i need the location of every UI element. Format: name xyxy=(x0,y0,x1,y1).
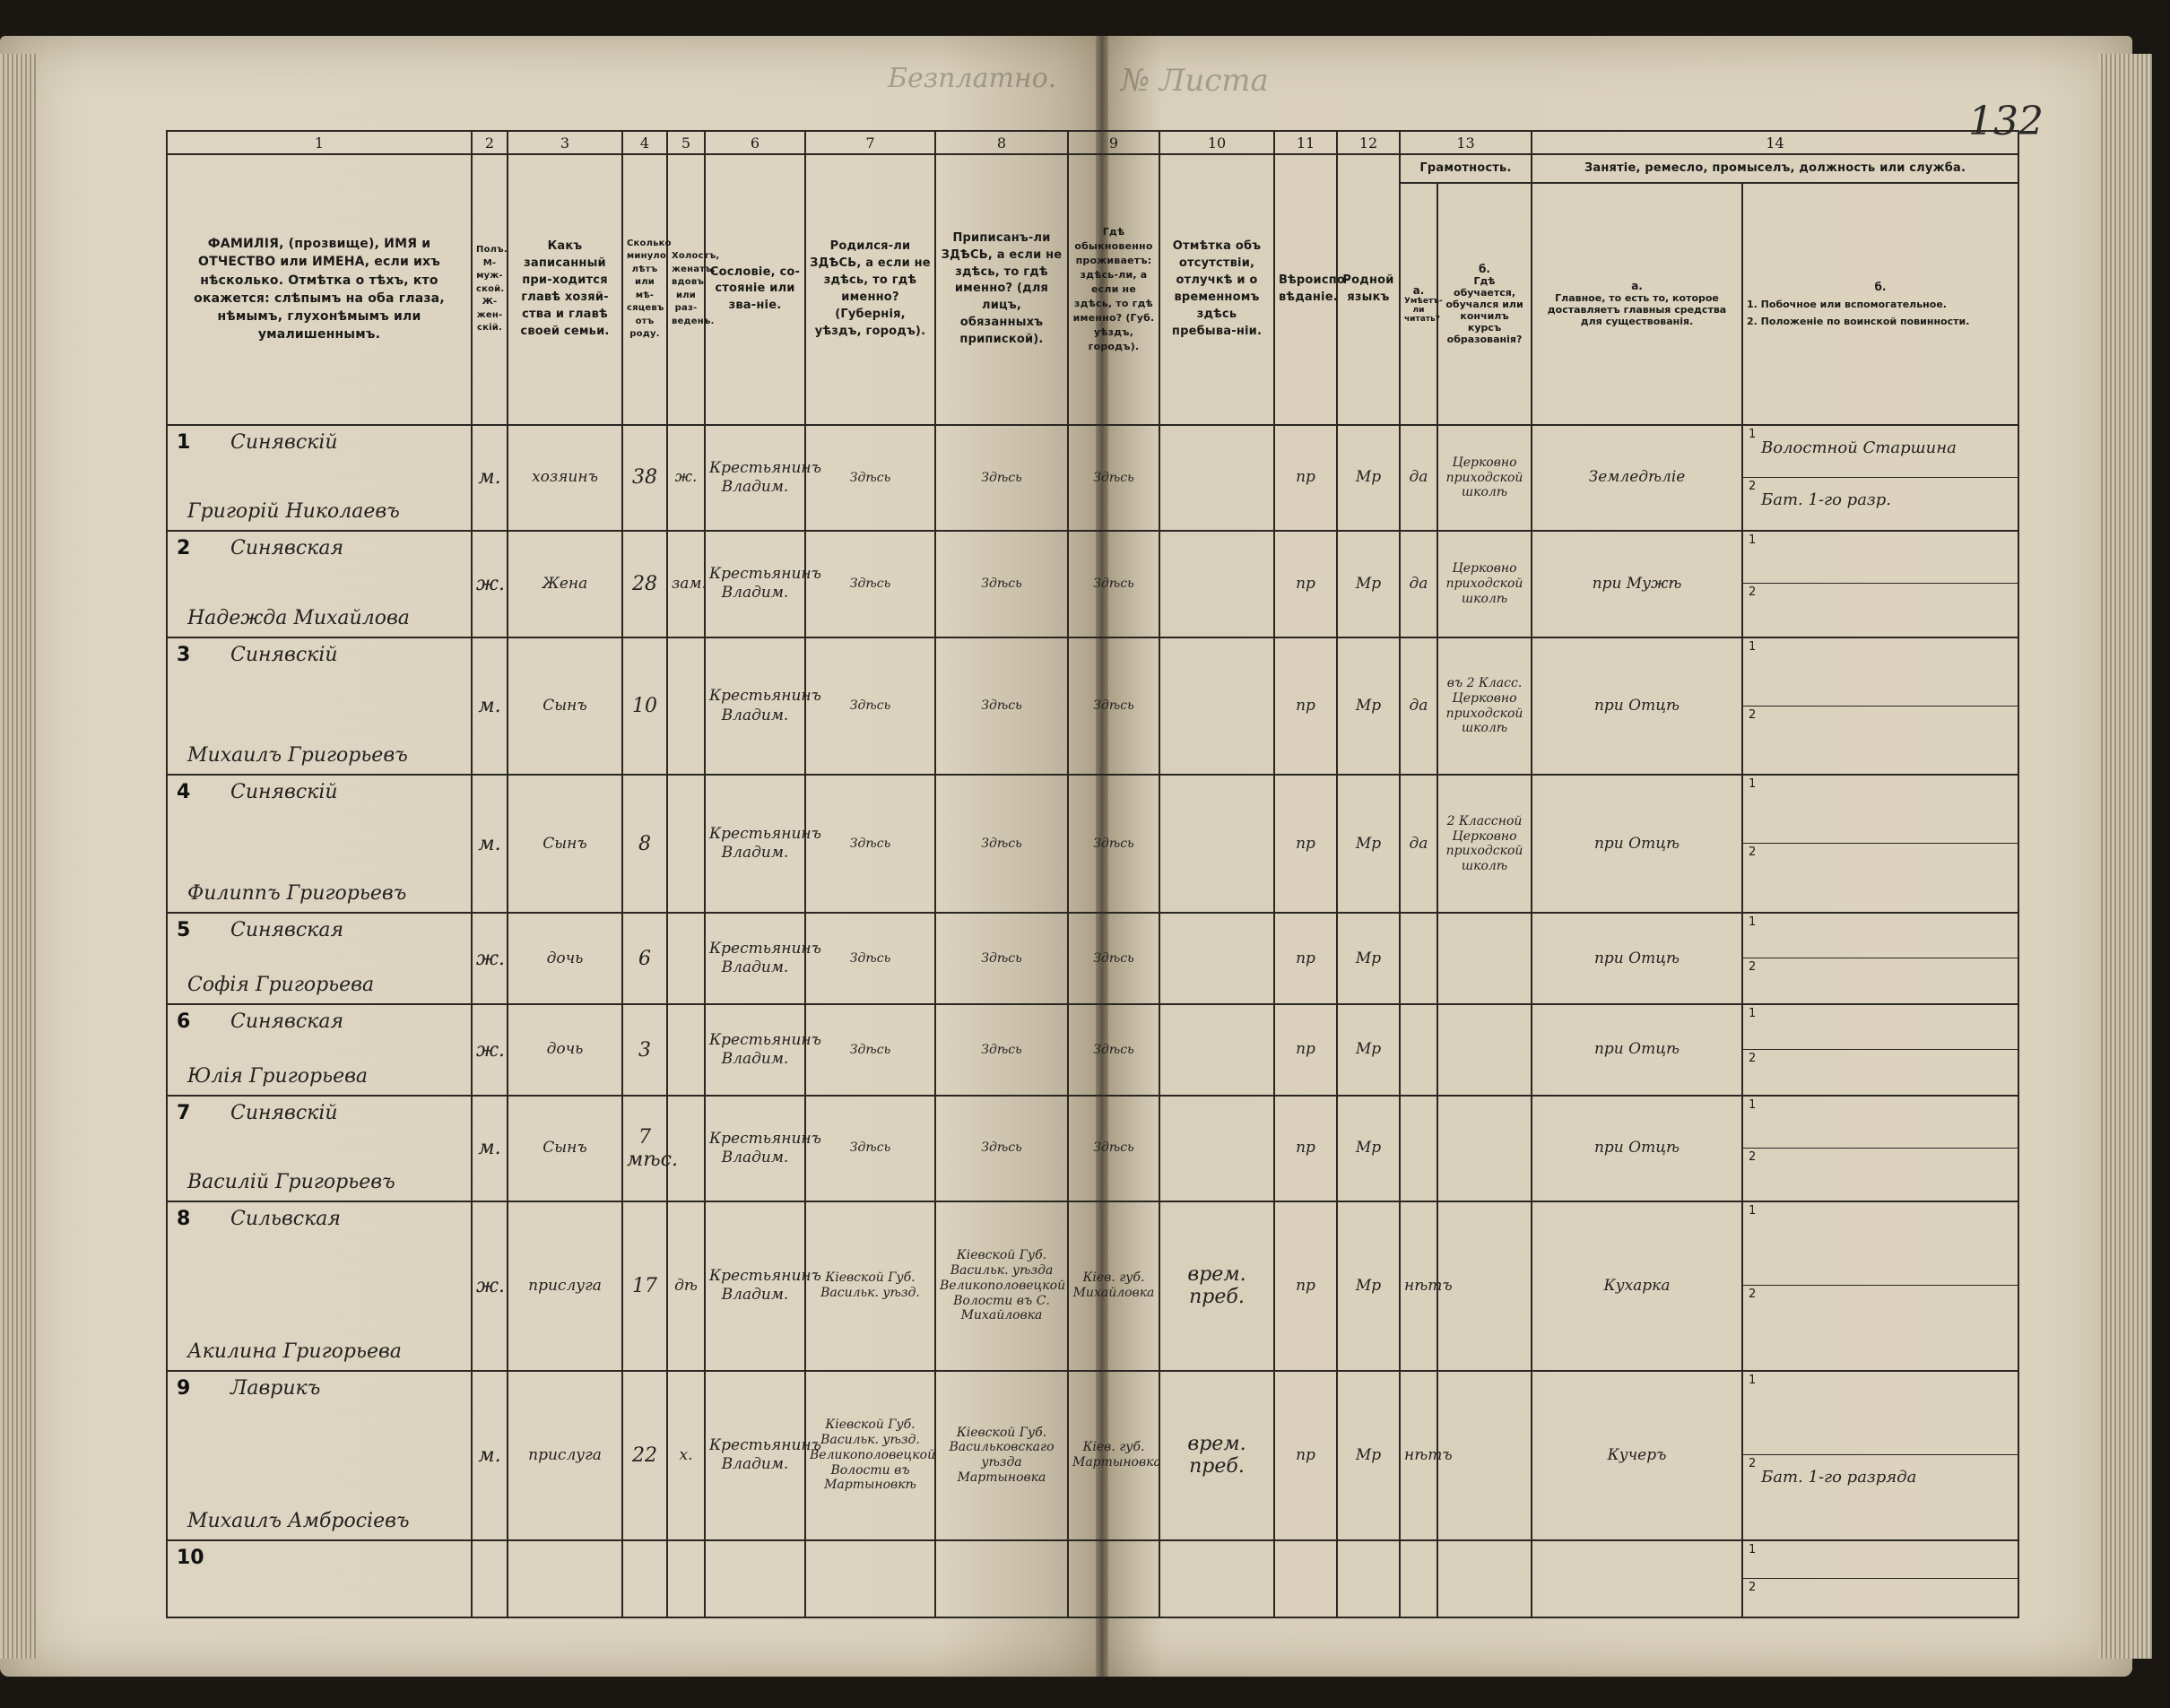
line-index: 2 xyxy=(1749,1052,1757,1066)
header-estate: Сословіе, со-стояніе или зва-ніе. xyxy=(705,154,805,425)
column-number-row xyxy=(167,131,2018,154)
resides-cell: Здѣсь xyxy=(1068,531,1159,637)
relation-cell: прислуга xyxy=(508,1371,622,1540)
line-index: 1 xyxy=(1749,915,1757,930)
literate-cell xyxy=(1400,1540,1437,1617)
stamp-right: № Листа xyxy=(1121,63,1269,99)
row-number: 9 xyxy=(177,1376,191,1400)
header-main-occupation xyxy=(1532,183,1742,425)
marital-cell: ж. xyxy=(667,425,705,531)
main-occupation-cell: при Отцѣ xyxy=(1532,1004,1742,1096)
born-cell xyxy=(805,1540,935,1617)
header-marital: Холостъ, женатъ, вдовъ или раз-веденъ. xyxy=(667,154,705,425)
main-occupation-cell: Земледѣліе xyxy=(1532,425,1742,531)
registered-cell: Здѣсь xyxy=(935,637,1068,776)
sex-cell: ж. xyxy=(472,1201,508,1371)
header-relation: Какъ записанный при-ходится главѣ хозяй-ства и главѣ своей семьи. xyxy=(508,154,622,425)
header-main-label: а. xyxy=(1631,280,1643,293)
faith-cell: пр xyxy=(1274,1096,1337,1201)
registered-cell: Здѣсь xyxy=(935,531,1068,637)
school-cell xyxy=(1437,913,1532,1004)
registered-cell: Здѣсь xyxy=(935,425,1068,531)
side-occupation-line-1 xyxy=(1743,532,2018,584)
literate-cell: да xyxy=(1400,775,1437,913)
faith-cell: пр xyxy=(1274,425,1337,531)
line-index: 1 xyxy=(1749,1007,1757,1021)
given-name: Филиппъ Григорьевъ xyxy=(187,882,407,906)
sex-cell: ж. xyxy=(472,913,508,1004)
row-number: 2 xyxy=(177,537,191,560)
side-occupation-cell xyxy=(1742,1201,2018,1371)
col-number: 6 xyxy=(705,131,805,154)
sex-cell: м. xyxy=(472,1371,508,1540)
side-occupation-cell xyxy=(1742,1540,2018,1617)
header-literacy: Грамотность. xyxy=(1400,154,1532,183)
census-table xyxy=(166,130,2019,1618)
left-page-edges xyxy=(0,54,36,1659)
relation-cell: Сынъ xyxy=(508,1096,622,1201)
side-occupation-line-1 xyxy=(1743,1005,2018,1050)
row-number: 10 xyxy=(177,1546,204,1569)
age-cell: 6 xyxy=(622,913,667,1004)
header-literate-label: а. xyxy=(1412,283,1425,297)
language-cell: Мр xyxy=(1337,1201,1400,1371)
col-number: 2 xyxy=(472,131,508,154)
school-cell: Церковно приходской школѣ xyxy=(1437,425,1532,531)
side-occupation-cell xyxy=(1742,1096,2018,1201)
age-cell xyxy=(622,1540,667,1617)
given-name: Юлія Григорьева xyxy=(187,1065,369,1088)
registered-cell: Здѣсь xyxy=(935,775,1068,913)
header-school-text: Гдѣ обучается, обучался или кончилъ курсъ образованія? xyxy=(1445,274,1523,345)
resides-cell: Здѣсь xyxy=(1068,425,1159,531)
registered-cell: Кіевской Губ. Васильк. уѣзда Великополовецкой Волости въ С. Михайловка xyxy=(935,1201,1068,1371)
col-number: 13 xyxy=(1400,131,1532,154)
col-number: 10 xyxy=(1159,131,1274,154)
main-occupation-cell: при Отцѣ xyxy=(1532,1096,1742,1201)
given-name: Софія Григорьева xyxy=(187,974,375,997)
absence-cell xyxy=(1159,1540,1274,1617)
side-occupation-line-2 xyxy=(1743,1286,2018,1370)
surname: Синявскій xyxy=(230,643,338,666)
side-occupation-cell xyxy=(1742,913,2018,1004)
line-index: 1 xyxy=(1749,1203,1757,1218)
estate-cell: Крестьянинъ Владим. xyxy=(705,775,805,913)
header-born: Родился-ли ЗДѢСЬ, а если не здѣсь, то гдѣ именно? (Губернія, уѣздъ, городъ). xyxy=(805,154,935,425)
sex-cell: м. xyxy=(472,425,508,531)
side-occupation-value: Бат. 1-го разряда xyxy=(1761,1468,1917,1487)
born-cell: Кіевской Губ. Васильк. уѣзд. Великополовецкой Волости въ Мартыновкѣ xyxy=(805,1371,935,1540)
main-occupation-cell: Кучеръ xyxy=(1532,1371,1742,1540)
relation-cell: Сынъ xyxy=(508,637,622,776)
literate-cell xyxy=(1400,913,1437,1004)
sex-cell: ж. xyxy=(472,1004,508,1096)
relation-cell: дочь xyxy=(508,1004,622,1096)
main-occupation-cell xyxy=(1532,1540,1742,1617)
absence-cell xyxy=(1159,425,1274,531)
header-side-label: б. xyxy=(1874,280,1887,293)
table-row xyxy=(167,913,2018,1004)
age-cell: 8 xyxy=(622,775,667,913)
absence-cell xyxy=(1159,1004,1274,1096)
row-number: 3 xyxy=(177,643,191,666)
literate-cell: да xyxy=(1400,531,1437,637)
estate-cell: Крестьянинъ Владим. xyxy=(705,1371,805,1540)
absence-cell: врем. преб. xyxy=(1159,1201,1274,1371)
school-cell xyxy=(1437,1004,1532,1096)
side-occupation-line-2 xyxy=(1743,478,2018,530)
given-name: Михаилъ Григорьевъ xyxy=(187,744,408,767)
registered-cell: Здѣсь xyxy=(935,913,1068,1004)
estate-cell: Крестьянинъ Владим. xyxy=(705,1004,805,1096)
header-row xyxy=(167,154,2018,183)
language-cell: Мр xyxy=(1337,1096,1400,1201)
age-cell: 10 xyxy=(622,637,667,776)
header-side-2: 2. Положеніе по воинской повинности. xyxy=(1747,315,1970,327)
name-cell xyxy=(167,1371,472,1540)
born-cell: Здѣсь xyxy=(805,1004,935,1096)
estate-cell: Крестьянинъ Владим. xyxy=(705,425,805,531)
header-literate xyxy=(1400,183,1443,425)
line-index: 2 xyxy=(1749,479,1757,493)
header-name: ФАМИЛІЯ, (прозвище), ИМЯ и ОТЧЕСТВО или ИМЕНА, если ихъ нѣсколько. Отмѣтка о тѣхъ, кто окажется: слѣпымъ на оба глаза, нѣмымъ, глухонѣмымъ или умалишеннымъ. xyxy=(167,154,472,425)
table-row xyxy=(167,775,2018,913)
age-cell: 38 xyxy=(622,425,667,531)
surname: Синявскій xyxy=(230,430,338,454)
side-occupation-line-2 xyxy=(1743,1050,2018,1095)
col-number: 11 xyxy=(1274,131,1337,154)
col-number: 5 xyxy=(667,131,705,154)
born-cell: Здѣсь xyxy=(805,531,935,637)
side-occupation-line-2 xyxy=(1743,1149,2018,1201)
marital-cell xyxy=(667,1540,705,1617)
header-literate-text: Умѣетъ-ли читать? xyxy=(1404,296,1443,324)
side-occupation-line-2 xyxy=(1743,958,2018,1003)
side-occupation-line-1 xyxy=(1743,638,2018,707)
literate-cell xyxy=(1400,1096,1437,1201)
age-cell: 3 xyxy=(622,1004,667,1096)
sex-cell: м. xyxy=(472,637,508,776)
header-age: Сколько минуло лѣтъ или мѣ-сяцевъ отъ роду. xyxy=(622,154,667,425)
given-name: Григорій Николаевъ xyxy=(187,500,400,524)
relation-cell: Сынъ xyxy=(508,775,622,913)
absence-cell xyxy=(1159,1096,1274,1201)
born-cell: Здѣсь xyxy=(805,637,935,776)
age-cell: 7 мѣс. xyxy=(622,1096,667,1201)
main-occupation-cell: Кухарка xyxy=(1532,1201,1742,1371)
resides-cell: Кіев. губ. Мартыновка xyxy=(1068,1371,1159,1540)
header-school xyxy=(1437,183,1532,425)
table-row xyxy=(167,1201,2018,1371)
faith-cell: пр xyxy=(1274,531,1337,637)
relation-cell: хозяинъ xyxy=(508,425,622,531)
faith-cell: пр xyxy=(1274,637,1337,776)
marital-cell xyxy=(667,1004,705,1096)
line-index: 2 xyxy=(1749,1580,1757,1594)
estate-cell: Крестьянинъ Владим. xyxy=(705,531,805,637)
header-absence: Отмѣтка объ отсутствіи, отлучкѣ и о временномъ здѣсь пребыва-ніи. xyxy=(1159,154,1274,425)
line-index: 2 xyxy=(1749,1288,1757,1302)
name-cell xyxy=(167,1096,472,1201)
language-cell: Мр xyxy=(1337,637,1400,776)
table-row xyxy=(167,1096,2018,1201)
line-index: 1 xyxy=(1749,777,1757,792)
header-side-occupation xyxy=(1742,183,2018,425)
line-index: 2 xyxy=(1749,1149,1757,1164)
header-occupation: Занятіе, ремесло, промыселъ, должность или служба. xyxy=(1532,154,2018,183)
given-name: Надежда Михайлова xyxy=(187,606,410,629)
census-form xyxy=(166,130,2018,1618)
right-page-edges xyxy=(2098,54,2152,1659)
language-cell: Мр xyxy=(1337,913,1400,1004)
surname: Синявская xyxy=(230,1010,344,1034)
given-name: Михаилъ Амбросіевъ xyxy=(187,1509,410,1532)
faith-cell: пр xyxy=(1274,1371,1337,1540)
side-occupation-cell xyxy=(1742,531,2018,637)
header-main-text: Главное, то есть то, которое доставляетъ главныя средства для существованія. xyxy=(1547,292,1727,328)
row-number: 8 xyxy=(177,1207,191,1230)
main-occupation-cell: при Отцѣ xyxy=(1532,913,1742,1004)
absence-cell xyxy=(1159,913,1274,1004)
col-number: 9 xyxy=(1068,131,1159,154)
age-cell: 22 xyxy=(622,1371,667,1540)
born-cell: Здѣсь xyxy=(805,775,935,913)
col-number: 8 xyxy=(935,131,1068,154)
school-cell: въ 2 Класс. Церковно приходской школѣ xyxy=(1437,637,1532,776)
marital-cell xyxy=(667,775,705,913)
name-cell xyxy=(167,913,472,1004)
registered-cell: Здѣсь xyxy=(935,1096,1068,1201)
row-number: 4 xyxy=(177,781,191,804)
language-cell xyxy=(1337,1540,1400,1617)
faith-cell: пр xyxy=(1274,913,1337,1004)
language-cell: Мр xyxy=(1337,1004,1400,1096)
literate-cell: нѣтъ xyxy=(1400,1371,1437,1540)
estate-cell: Крестьянинъ Владим. xyxy=(705,913,805,1004)
side-occupation-cell xyxy=(1742,1004,2018,1096)
faith-cell: пр xyxy=(1274,775,1337,913)
line-index: 2 xyxy=(1749,707,1757,722)
side-occupation-cell xyxy=(1742,1371,2018,1540)
col-number: 4 xyxy=(622,131,667,154)
resides-cell: Здѣсь xyxy=(1068,775,1159,913)
name-cell xyxy=(167,1004,472,1096)
census-rows xyxy=(167,425,2018,1617)
language-cell: Мр xyxy=(1337,425,1400,531)
given-name: Акилина Григорьева xyxy=(187,1340,402,1363)
sex-cell: м. xyxy=(472,1096,508,1201)
side-occupation-line-1 xyxy=(1743,1202,2018,1287)
name-cell xyxy=(167,775,472,913)
name-cell xyxy=(167,425,472,531)
side-occupation-line-1 xyxy=(1743,1372,2018,1456)
line-index: 1 xyxy=(1749,427,1757,441)
header-resides: Гдѣ обыкновенно проживаетъ: здѣсь-ли, а если не здѣсь, то гдѣ именно? (Губ. уѣздъ, городъ). xyxy=(1068,154,1159,425)
school-cell xyxy=(1437,1540,1532,1617)
born-cell: Здѣсь xyxy=(805,1096,935,1201)
side-occupation-line-2 xyxy=(1743,844,2018,912)
row-number: 1 xyxy=(177,430,191,454)
side-occupation-value: Волостной Старшина xyxy=(1761,438,1957,457)
literate-cell: да xyxy=(1400,637,1437,776)
col-number: 7 xyxy=(805,131,935,154)
header-faith: Вѣроиспо-вѣданіе. xyxy=(1274,154,1337,425)
age-cell: 28 xyxy=(622,531,667,637)
marital-cell: дѣ xyxy=(667,1201,705,1371)
header-side-1: 1. Побочное или вспомогательное. xyxy=(1747,298,1947,310)
line-index: 2 xyxy=(1749,960,1757,975)
col-number: 3 xyxy=(508,131,622,154)
header-school-label: б. xyxy=(1479,262,1490,275)
given-name: Василій Григорьевъ xyxy=(187,1170,395,1193)
absence-cell xyxy=(1159,775,1274,913)
relation-cell: дочь xyxy=(508,913,622,1004)
main-occupation-cell: при Отцѣ xyxy=(1532,775,1742,913)
absence-cell xyxy=(1159,637,1274,776)
literate-cell xyxy=(1400,1004,1437,1096)
school-cell xyxy=(1437,1096,1532,1201)
header-sex: Полъ. М-муж-ской. Ж-жен-скій. xyxy=(472,154,508,425)
school-cell: Церковно приходской школѣ xyxy=(1437,531,1532,637)
side-occupation-line-1 xyxy=(1743,426,2018,478)
registered-cell: Кіевской Губ. Васильковскаго уѣзда Мартыновка xyxy=(935,1371,1068,1540)
line-index: 2 xyxy=(1749,845,1757,860)
born-cell: Кіевской Губ. Васильк. уѣзд. xyxy=(805,1201,935,1371)
marital-cell: х. xyxy=(667,1371,705,1540)
sex-cell xyxy=(472,1540,508,1617)
table-row xyxy=(167,637,2018,776)
literate-cell: нѣтъ xyxy=(1400,1201,1437,1371)
language-cell: Мр xyxy=(1337,531,1400,637)
resides-cell: Здѣсь xyxy=(1068,1096,1159,1201)
header-registered: Приписанъ-ли ЗДѢСЬ, а если не здѣсь, то гдѣ именно? (для лицъ, обязанныхъ припиской). xyxy=(935,154,1068,425)
surname: Лаврикъ xyxy=(230,1376,321,1400)
line-index: 2 xyxy=(1749,1457,1757,1471)
side-occupation-line-1 xyxy=(1743,776,2018,844)
side-occupation-cell xyxy=(1742,425,2018,531)
side-occupation-line-2 xyxy=(1743,1455,2018,1539)
side-occupation-line-2 xyxy=(1743,584,2018,636)
row-number: 7 xyxy=(177,1102,191,1124)
name-cell xyxy=(167,1540,472,1617)
literate-cell: да xyxy=(1400,425,1437,531)
relation-cell: прислуга xyxy=(508,1201,622,1371)
line-index: 1 xyxy=(1749,1098,1757,1112)
surname: Синявскій xyxy=(230,1102,338,1124)
surname: Синявская xyxy=(230,919,344,942)
stamp-left: Безплатно. xyxy=(888,63,1057,94)
absence-cell: врем. преб. xyxy=(1159,1371,1274,1540)
col-number: 12 xyxy=(1337,131,1400,154)
faith-cell xyxy=(1274,1540,1337,1617)
marital-cell: зам. xyxy=(667,531,705,637)
estate-cell: Крестьянинъ Владим. xyxy=(705,1201,805,1371)
page-number: 132 xyxy=(1968,99,2044,144)
surname: Сильвская xyxy=(230,1207,341,1230)
faith-cell: пр xyxy=(1274,1201,1337,1371)
table-row xyxy=(167,1540,2018,1617)
faith-cell: пр xyxy=(1274,1004,1337,1096)
resides-cell: Здѣсь xyxy=(1068,913,1159,1004)
marital-cell xyxy=(667,637,705,776)
school-cell: 2 Классной Церковно приходской школѣ xyxy=(1437,775,1532,913)
side-occupation-line-2 xyxy=(1743,1579,2018,1617)
row-number: 6 xyxy=(177,1010,191,1034)
side-occupation-cell xyxy=(1742,637,2018,776)
table-row xyxy=(167,425,2018,531)
resides-cell: Здѣсь xyxy=(1068,637,1159,776)
row-number: 5 xyxy=(177,919,191,942)
line-index: 1 xyxy=(1749,533,1757,548)
registered-cell: Здѣсь xyxy=(935,1004,1068,1096)
surname: Синявская xyxy=(230,537,344,560)
age-cell: 17 xyxy=(622,1201,667,1371)
col-number: 14 xyxy=(1532,131,2018,154)
estate-cell: Крестьянинъ Владим. xyxy=(705,1096,805,1201)
absence-cell xyxy=(1159,531,1274,637)
marital-cell xyxy=(667,913,705,1004)
main-occupation-cell: при Отцѣ xyxy=(1532,637,1742,776)
line-index: 1 xyxy=(1749,639,1757,654)
side-occupation-line-1 xyxy=(1743,1541,2018,1579)
line-index: 2 xyxy=(1749,585,1757,600)
registered-cell xyxy=(935,1540,1068,1617)
header-language: Родной языкъ xyxy=(1337,154,1400,425)
line-index: 1 xyxy=(1749,1542,1757,1556)
side-occupation-line-2 xyxy=(1743,707,2018,775)
side-occupation-value: Бат. 1-го разр. xyxy=(1761,490,1891,509)
side-occupation-line-1 xyxy=(1743,1097,2018,1149)
estate-cell xyxy=(705,1540,805,1617)
table-row xyxy=(167,1371,2018,1540)
table-row xyxy=(167,1004,2018,1096)
side-occupation-line-1 xyxy=(1743,914,2018,958)
language-cell: Мр xyxy=(1337,1371,1400,1540)
resides-cell xyxy=(1068,1540,1159,1617)
born-cell: Здѣсь xyxy=(805,913,935,1004)
col-number: 1 xyxy=(167,131,472,154)
estate-cell: Крестьянинъ Владим. xyxy=(705,637,805,776)
main-occupation-cell: при Мужѣ xyxy=(1532,531,1742,637)
born-cell: Здѣсь xyxy=(805,425,935,531)
table-row xyxy=(167,531,2018,637)
sex-cell: м. xyxy=(472,775,508,913)
name-cell xyxy=(167,531,472,637)
resides-cell: Здѣсь xyxy=(1068,1004,1159,1096)
relation-cell: Жена xyxy=(508,531,622,637)
side-occupation-cell xyxy=(1742,775,2018,913)
line-index: 1 xyxy=(1749,1373,1757,1387)
surname: Синявскій xyxy=(230,781,338,804)
relation-cell xyxy=(508,1540,622,1617)
name-cell xyxy=(167,1201,472,1371)
name-cell xyxy=(167,637,472,776)
language-cell: Мр xyxy=(1337,775,1400,913)
resides-cell: Кіев. губ. Михайловка xyxy=(1068,1201,1159,1371)
sex-cell: ж. xyxy=(472,531,508,637)
